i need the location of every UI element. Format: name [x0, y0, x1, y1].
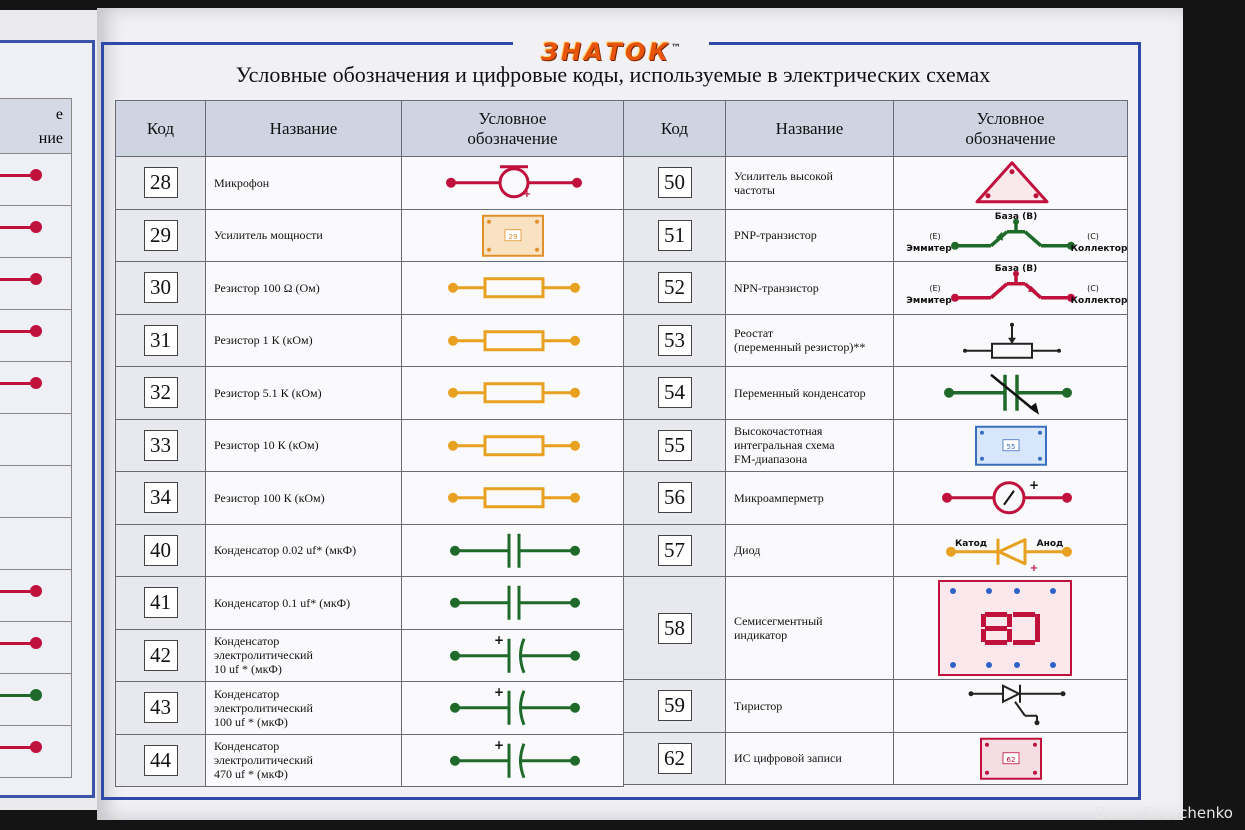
table-row: [624, 209, 1128, 262]
header-symbol-line1: Условное: [478, 108, 547, 128]
component-name: Конденсатор электролитический 470 uf * (мкФ): [206, 734, 402, 787]
svg-text:Эммитер: Эммитер: [905, 295, 952, 306]
table-row: [624, 472, 1128, 525]
code-cell: [624, 419, 726, 472]
code-cell: [116, 472, 206, 525]
previous-page-row: [0, 414, 72, 466]
table-row: [116, 314, 624, 367]
code-value: 51: [658, 220, 692, 251]
code-cell: [116, 262, 206, 315]
component-symbol: [894, 209, 1128, 262]
microammeter-icon: [895, 472, 1127, 524]
code-value: 34: [144, 482, 178, 513]
component-symbol: [894, 157, 1128, 210]
svg-text:+: +: [493, 632, 504, 647]
code-cell: [624, 262, 726, 315]
component-name: Усилитель высокой частоты: [726, 157, 894, 210]
resistor-icon: [403, 315, 623, 367]
svg-text:(Е): (Е): [928, 283, 941, 293]
table-row: [624, 680, 1128, 733]
component-name: Резистор 1 К (кОм): [206, 314, 402, 367]
brand-name: ЗНАТОК: [540, 38, 672, 66]
component-name: Резистор 100 К (кОм): [206, 472, 402, 525]
component-name: Тиристор: [726, 680, 894, 733]
table-row: [116, 734, 624, 787]
component-symbol: [402, 629, 624, 682]
component-symbol: [402, 682, 624, 735]
header-symbol: [894, 101, 1128, 157]
table-header-row: [116, 101, 624, 157]
terminal-dot: [30, 689, 42, 701]
svg-text:База (В): База (В): [994, 263, 1037, 274]
table-row: [624, 419, 1128, 472]
table-row: [116, 472, 624, 525]
terminal-dot: [30, 637, 42, 649]
trademark-mark: ™: [671, 43, 682, 54]
svg-text:62: 62: [1006, 755, 1015, 764]
code-cell: [624, 367, 726, 420]
header-name: Название: [206, 101, 402, 157]
code-cell: [624, 157, 726, 210]
svg-text:Эммитер: Эммитер: [905, 243, 952, 254]
code-value: 43: [144, 692, 178, 723]
header-symbol: [402, 101, 624, 157]
code-cell: [116, 419, 206, 472]
component-symbol: [894, 367, 1128, 420]
legend-page: [97, 8, 1183, 820]
component-symbol: [402, 367, 624, 420]
code-value: 30: [144, 272, 178, 303]
rf-amplifier-icon: [895, 157, 1127, 209]
code-cell: [624, 524, 726, 577]
code-cell: [116, 629, 206, 682]
table-header-row: [624, 101, 1128, 157]
legend-table-right: [623, 100, 1128, 785]
component-symbol: [402, 734, 624, 787]
svg-text:(С): (С): [1086, 231, 1099, 241]
component-name: NPN-транзистор: [726, 262, 894, 315]
component-symbol: [894, 419, 1128, 472]
svg-text:+: +: [1029, 562, 1038, 574]
table-row: [624, 262, 1128, 315]
component-symbol: [894, 314, 1128, 367]
table-row: [624, 157, 1128, 210]
previous-page-row: [0, 206, 72, 258]
component-name: Микрофон: [206, 157, 402, 210]
code-value: 33: [144, 430, 178, 461]
component-name: PNP-транзистор: [726, 209, 894, 262]
table-row: [116, 367, 624, 420]
component-symbol: [402, 314, 624, 367]
terminal-dot: [30, 325, 42, 337]
component-symbol: [402, 209, 624, 262]
npn-transistor-icon: [895, 262, 1127, 314]
code-value: 62: [658, 743, 692, 774]
svg-text:+: +: [522, 188, 531, 200]
component-name: Диод: [726, 524, 894, 577]
resistor-icon: [403, 367, 623, 419]
component-symbol: [894, 680, 1128, 733]
legend-table-left: [115, 100, 624, 787]
component-name: Переменный конденсатор: [726, 367, 894, 420]
terminal-dot: [30, 741, 42, 753]
recording-ic-icon: [895, 733, 1127, 785]
diode-icon: [895, 525, 1127, 577]
component-name: Высокочастотная интегральная схема FM-диапазона: [726, 419, 894, 472]
fm-ic-module-icon: [895, 420, 1127, 472]
component-name: Конденсатор электролитический 10 uf * (мкФ): [206, 629, 402, 682]
svg-text:Коллектор: Коллектор: [1070, 295, 1127, 306]
code-cell: [116, 734, 206, 787]
component-name: Реостат (переменный резистор)**: [726, 314, 894, 367]
code-value: 29: [144, 220, 178, 251]
previous-page-row: [0, 466, 72, 518]
component-name: Микроамперметр: [726, 472, 894, 525]
svg-text:+: +: [493, 684, 504, 699]
header-symbol-line2: обозначение: [467, 128, 558, 148]
svg-text:Катод: Катод: [954, 538, 987, 549]
code-value: 58: [658, 613, 692, 644]
capacitor-icon: [403, 525, 623, 577]
code-value: 44: [144, 745, 178, 776]
pnp-transistor-icon: [895, 210, 1127, 262]
header-symbol-line1: Условное: [976, 108, 1045, 128]
previous-page-row: [0, 362, 72, 414]
thyristor-icon: [895, 680, 1127, 732]
code-cell: [116, 209, 206, 262]
table-row: [116, 157, 624, 210]
table-row: [624, 732, 1128, 785]
previous-page-row: [0, 570, 72, 622]
resistor-icon: [403, 472, 623, 524]
code-value: 50: [658, 167, 692, 198]
svg-text:29: 29: [508, 232, 517, 241]
seven-segment-display-icon: [895, 577, 1127, 679]
previous-page-edge: [0, 10, 104, 810]
table-row: [116, 419, 624, 472]
header-code: Код: [624, 101, 726, 157]
previous-page-row: [0, 518, 72, 570]
code-value: 59: [658, 690, 692, 721]
code-cell: [116, 157, 206, 210]
component-name: Резистор 100 Ω (Ом): [206, 262, 402, 315]
component-symbol: [402, 157, 624, 210]
resistor-icon: [403, 420, 623, 472]
code-cell: [116, 367, 206, 420]
code-value: 56: [658, 482, 692, 513]
svg-text:Коллектор: Коллектор: [1070, 243, 1127, 254]
table-row: [116, 682, 624, 735]
component-name: Конденсатор 0.1 uf* (мкФ): [206, 577, 402, 630]
terminal-dot: [30, 221, 42, 233]
terminal-dot: [30, 377, 42, 389]
table-row: [624, 577, 1128, 680]
code-value: 53: [658, 325, 692, 356]
code-value: 40: [144, 535, 178, 566]
page-title: Условные обозначения и цифровые коды, используемые в электрических схемах: [235, 62, 991, 87]
header-symbol-line2: обозначение: [965, 128, 1056, 148]
code-value: 57: [658, 535, 692, 566]
table-row: [116, 209, 624, 262]
component-symbol: [402, 419, 624, 472]
photo-watermark: Daniil Shevchenko: [1094, 804, 1233, 822]
code-cell: [116, 577, 206, 630]
microphone-icon: [403, 157, 623, 209]
table-row: [116, 577, 624, 630]
component-symbol: [894, 472, 1128, 525]
electrolytic-capacitor-icon: [403, 630, 623, 682]
component-symbol: [402, 524, 624, 577]
previous-page-row: [0, 674, 72, 726]
code-cell: [624, 577, 726, 680]
component-symbol: [894, 262, 1128, 315]
component-symbol: [402, 262, 624, 315]
code-cell: [624, 472, 726, 525]
code-value: 42: [144, 640, 178, 671]
component-name: Семисегментный индикатор: [726, 577, 894, 680]
previous-page-row: [0, 154, 72, 206]
table-row: [624, 367, 1128, 420]
component-name: Резистор 10 К (кОм): [206, 419, 402, 472]
header-name: Название: [726, 101, 894, 157]
variable-capacitor-icon: [895, 367, 1127, 419]
code-cell: [116, 314, 206, 367]
code-cell: [624, 732, 726, 785]
component-symbol: [894, 524, 1128, 577]
component-name: Резистор 5.1 К (кОм): [206, 367, 402, 420]
resistor-icon: [403, 262, 623, 314]
previous-page-row: [0, 310, 72, 362]
table-row: [116, 629, 624, 682]
component-symbol: [402, 472, 624, 525]
rheostat-icon: [895, 315, 1127, 367]
table-row: [116, 262, 624, 315]
previous-page-header: е ние: [0, 98, 72, 154]
component-name: Усилитель мощности: [206, 209, 402, 262]
amplifier-module-icon: [403, 210, 623, 262]
terminal-dot: [30, 585, 42, 597]
component-symbol: [894, 577, 1128, 680]
table-row: [624, 524, 1128, 577]
code-cell: [624, 314, 726, 367]
capacitor-icon: [403, 577, 623, 629]
terminal-dot: [30, 273, 42, 285]
svg-text:Анод: Анод: [1036, 538, 1063, 549]
component-name: Конденсатор электролитический 100 uf * (мкФ): [206, 682, 402, 735]
terminal-dot: [30, 169, 42, 181]
component-name: ИС цифровой записи: [726, 732, 894, 785]
code-value: 41: [144, 587, 178, 618]
svg-text:+: +: [1028, 477, 1039, 492]
component-name: Конденсатор 0.02 uf* (мкФ): [206, 524, 402, 577]
code-value: 28: [144, 167, 178, 198]
svg-text:База (В): База (В): [994, 211, 1037, 222]
previous-page-row: [0, 726, 72, 778]
code-value: 55: [658, 430, 692, 461]
component-symbol: [402, 577, 624, 630]
svg-text:(С): (С): [1086, 283, 1099, 293]
electrolytic-capacitor-icon: [403, 682, 623, 734]
table-row: [624, 314, 1128, 367]
svg-text:(Е): (Е): [928, 231, 941, 241]
code-cell: [116, 682, 206, 735]
code-cell: [624, 209, 726, 262]
svg-text:+: +: [493, 737, 504, 752]
code-value: 32: [144, 377, 178, 408]
code-value: 31: [144, 325, 178, 356]
electrolytic-capacitor-icon: [403, 735, 623, 787]
header-code: Код: [116, 101, 206, 157]
previous-page-row: [0, 622, 72, 674]
table-row: [116, 524, 624, 577]
svg-text:55: 55: [1006, 442, 1015, 451]
component-symbol: [894, 732, 1128, 785]
code-value: 54: [658, 377, 692, 408]
code-cell: [624, 680, 726, 733]
previous-page-row: [0, 258, 72, 310]
code-value: 52: [658, 272, 692, 303]
code-cell: [116, 524, 206, 577]
